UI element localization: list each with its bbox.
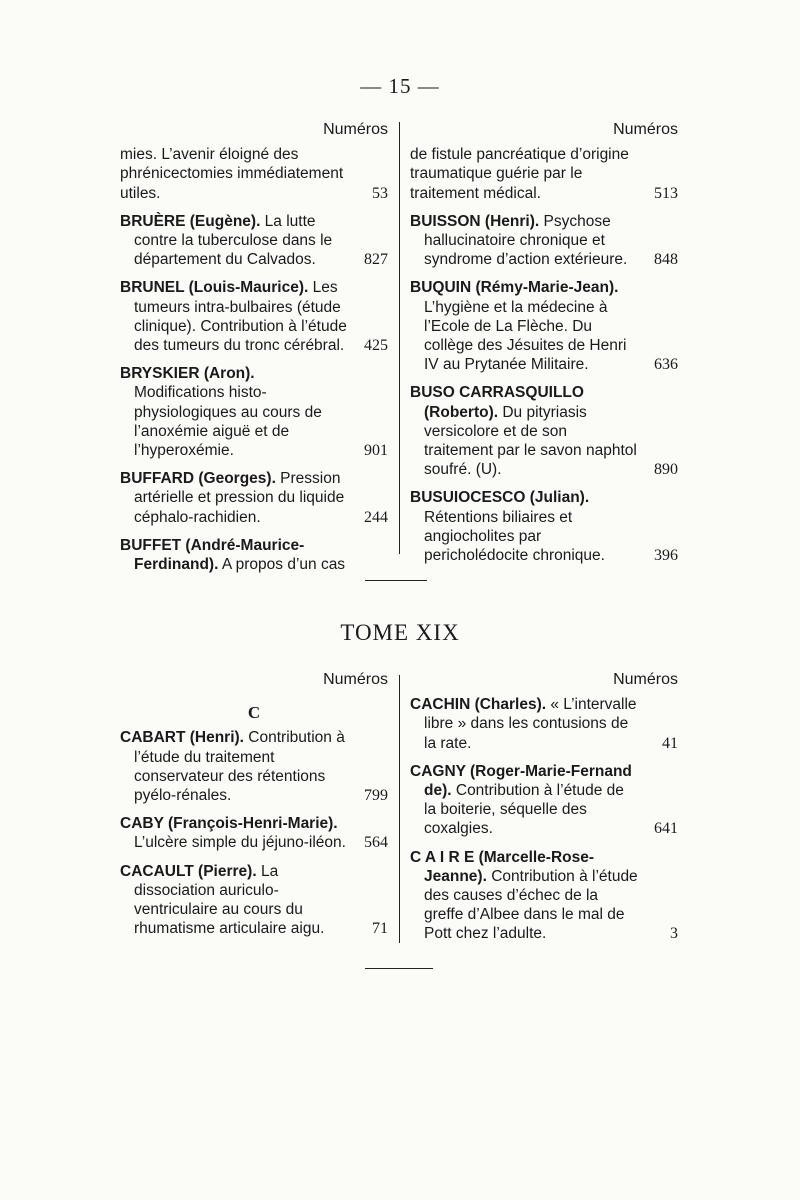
entry-author: CABY (François-Henri-Marie). xyxy=(120,815,338,833)
index-entry xyxy=(120,469,388,527)
column-header: Numéros xyxy=(613,121,678,138)
entry-number: 41 xyxy=(662,734,678,752)
index-entry xyxy=(410,762,678,839)
index-entry xyxy=(120,364,388,460)
entry-author: CABART (Henri). xyxy=(120,729,244,747)
entry-title: Contribution à l’étude des causes d’échec de la greffe d’Albee dans le mal de Pott chez l’adulte. xyxy=(424,867,638,943)
column-header: Numéros xyxy=(323,671,388,688)
entry-title: Les tumeurs intra-bulbaires (étude clinique). Contribution à l’étude des tumeurs du tronc cérébral. xyxy=(134,279,347,355)
entry-title: Rétentions biliaires et angiocholites par pericholédocite chronique. xyxy=(424,508,605,565)
entry-number: 513 xyxy=(654,184,678,202)
bottom-right-column xyxy=(410,670,678,953)
entry-number: 3 xyxy=(670,925,678,943)
entry-title: Pression artérielle et pression du liquide céphalo-rachidien. xyxy=(134,470,345,526)
entry-author: BUFFARD (Georges). xyxy=(120,470,276,488)
entry-number: 848 xyxy=(654,251,678,269)
entry-title: L’ulcère simple du jéjuno-iléon. xyxy=(134,834,346,852)
index-entry xyxy=(410,695,678,753)
entry-author: BUISSON (Henri). xyxy=(410,212,540,230)
entry-title: A propos d’un cas xyxy=(218,556,346,574)
index-entry xyxy=(120,862,388,939)
entry-number: 641 xyxy=(654,820,678,838)
entry-title: Du pityriasis versicolore et de son traitement par le savon naphtol soufré. (U). xyxy=(424,403,637,479)
entry-number: 425 xyxy=(364,337,388,355)
entry-author: BUFFET (André-Maurice-Ferdinand). xyxy=(120,536,305,574)
footer-divider xyxy=(365,968,433,969)
entry-author: BUSUIOCESCO (Julian). xyxy=(410,489,590,507)
entry-title: de fistule pancréatique d’origine traumatique guérie par le traitement médical. xyxy=(410,146,629,202)
column-divider xyxy=(399,675,400,943)
column-divider xyxy=(399,122,400,554)
index-entry xyxy=(410,488,678,565)
index-entry xyxy=(120,814,388,852)
index-entry xyxy=(410,212,678,270)
index-entry xyxy=(120,728,388,805)
entry-number: 564 xyxy=(364,834,388,852)
entry-author: BRUÈRE (Eugène). xyxy=(120,212,261,230)
entry-author: BRUNEL (Louis-Maurice). xyxy=(120,279,309,297)
entry-author: CAGNY (Roger-Marie-Fernand de). xyxy=(410,762,632,800)
section-title: TOME XIX xyxy=(340,620,460,645)
entry-author: CACHIN (Charles). xyxy=(410,696,547,714)
top-left-column xyxy=(120,120,388,583)
entry-author: C A I R E (Marcelle-Rose-Jeanne). xyxy=(410,848,595,885)
entry-title: La lutte contre la tuberculose dans le département du Calvados. xyxy=(134,212,333,269)
entry-number: 799 xyxy=(364,787,388,805)
entry-list xyxy=(410,145,678,565)
index-entry xyxy=(120,212,388,270)
entry-number: 396 xyxy=(654,547,678,565)
entry-number: 890 xyxy=(654,461,678,479)
index-entry xyxy=(120,145,388,203)
bottom-left-column xyxy=(120,670,388,947)
entry-number: 636 xyxy=(654,356,678,374)
entry-list xyxy=(120,145,388,574)
index-entry xyxy=(410,145,678,203)
entry-list xyxy=(120,728,388,938)
entry-number: 827 xyxy=(364,251,388,269)
index-entry xyxy=(410,383,678,479)
index-entry xyxy=(120,536,388,574)
page-number: — 15 — xyxy=(360,74,440,98)
index-entry xyxy=(410,278,678,374)
letter-heading: C xyxy=(247,703,261,723)
entry-number: 901 xyxy=(364,442,388,460)
column-header: Numéros xyxy=(323,121,388,138)
entry-author: BRYSKIER (Aron). xyxy=(120,365,255,383)
entry-number: 244 xyxy=(364,508,388,526)
entry-title: Modifications histo-physiologiques au cours de l’anoxémie aiguë et de l’hyperoxémie. xyxy=(134,384,322,460)
entry-title: L’hygiène et la médecine à l’Ecole de La Flèche. Du collège des Jésuites de Henri IV au Prytanée Militaire. xyxy=(424,298,627,374)
entry-title: Contribution à l’étude du traitement conservateur des rétentions pyélo-rénales. xyxy=(134,729,345,805)
entry-list xyxy=(410,695,678,943)
section-divider xyxy=(365,580,427,581)
entry-author: BUQUIN (Rémy-Marie-Jean). xyxy=(410,279,619,297)
index-entry xyxy=(120,278,388,355)
entry-title: Psychose hallucinatoire chronique et syndrome d’action extérieure. xyxy=(424,212,628,269)
entry-number: 53 xyxy=(372,184,388,202)
index-entry xyxy=(410,848,678,944)
entry-title: « L’intervalle libre » dans les contusions de la rate. xyxy=(424,696,637,752)
entry-author: BUSO CARRASQUILLO (Roberto). xyxy=(410,384,584,421)
entry-title: La dissociation auriculo-ventriculaire au cours du rhumatisme articulaire aigu. xyxy=(134,862,325,938)
entry-title: Contribution à l’étude de la boiterie, séquelle des coxalgies. xyxy=(424,782,624,838)
entry-author: CACAULT (Pierre). xyxy=(120,862,257,880)
entry-title: mies. L’avenir éloigné des phrénicectomies immédiatement utiles. xyxy=(120,146,344,202)
entry-number: 71 xyxy=(372,920,388,938)
top-right-column xyxy=(410,120,678,574)
column-header: Numéros xyxy=(613,671,678,688)
